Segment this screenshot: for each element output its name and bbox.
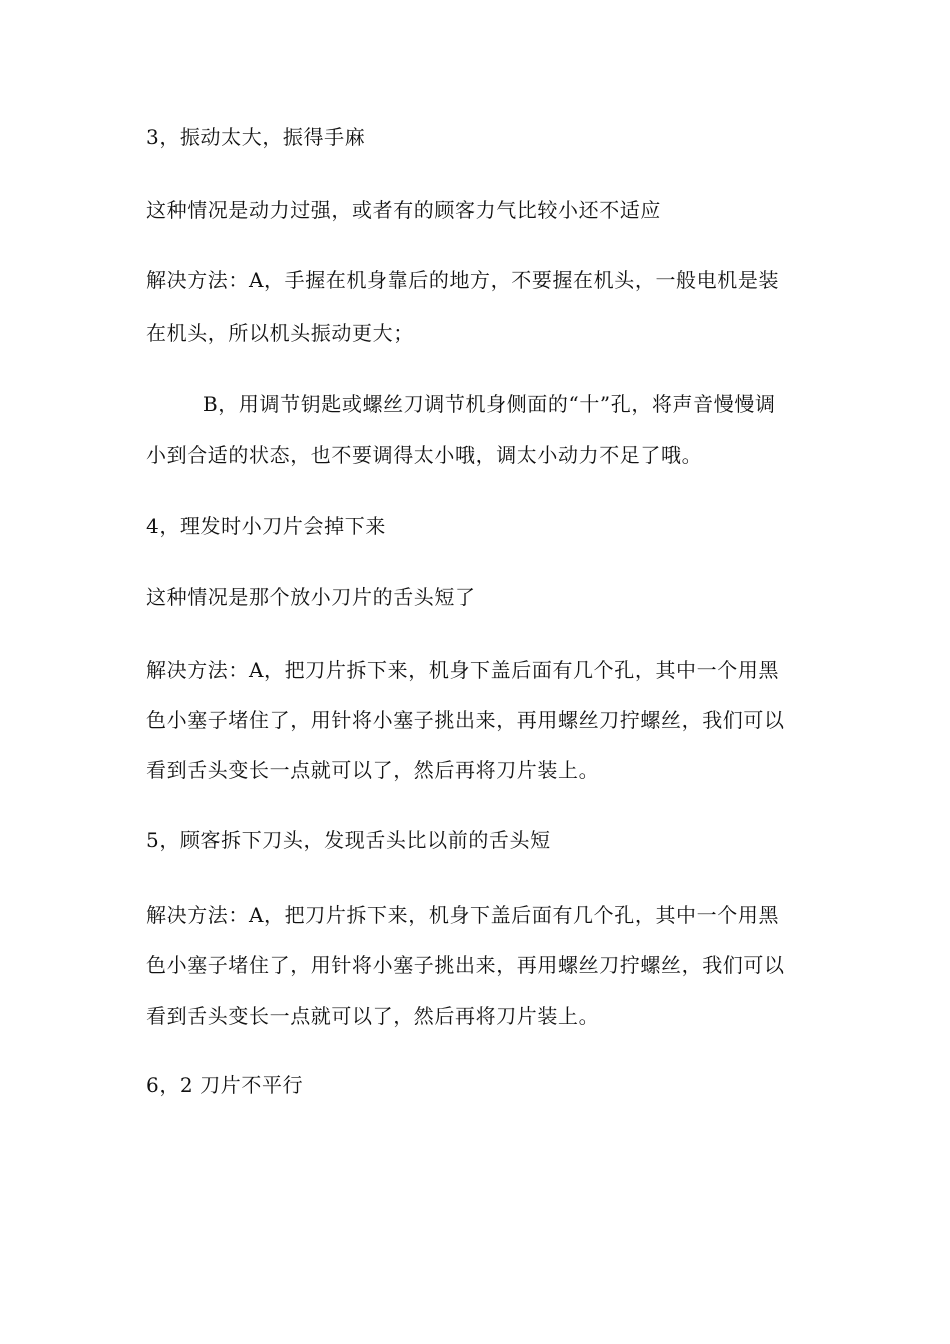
section-heading-6: 6，2 刀片不平行 [146,1073,304,1097]
section-heading-5: 5，顾客拆下刀头，发现舌头比以前的舌头短 [146,828,551,852]
paragraph-solution-line: 看到舌头变长一点就可以了，然后再将刀片装上。 [146,758,600,782]
paragraph-solution-line: 看到舌头变长一点就可以了，然后再将刀片装上。 [146,1004,600,1028]
section-heading-3: 3，振动太大，振得手麻 [146,125,366,149]
paragraph-solution-line: 在机头，所以机头振动更大； [146,321,414,345]
paragraph-solution-line: B，用调节钥匙或螺丝刀调节机身侧面的“十”孔，将声音慢慢调 [203,392,776,416]
paragraph-cause: 这种情况是动力过强，或者有的顾客力气比较小还不适应 [146,198,661,222]
paragraph-solution-line: 色小塞子堵住了，用针将小塞子挑出来，再用螺丝刀拧螺丝，我们可以 [146,953,785,977]
paragraph-solution-line: 解决方法：A，手握在机身靠后的地方，不要握在机头，一般电机是装 [146,268,780,292]
paragraph-cause: 这种情况是那个放小刀片的舌头短了 [146,585,476,609]
paragraph-solution-line: 色小塞子堵住了，用针将小塞子挑出来，再用螺丝刀拧螺丝，我们可以 [146,708,785,732]
paragraph-solution-line: 小到合适的状态，也不要调得太小哦，调太小动力不足了哦。 [146,443,703,467]
paragraph-solution-line: 解决方法：A，把刀片拆下来，机身下盖后面有几个孔，其中一个用黑 [146,903,780,927]
section-heading-4: 4，理发时小刀片会掉下来 [146,514,386,538]
paragraph-solution-line: 解决方法：A，把刀片拆下来，机身下盖后面有几个孔，其中一个用黑 [146,658,780,682]
